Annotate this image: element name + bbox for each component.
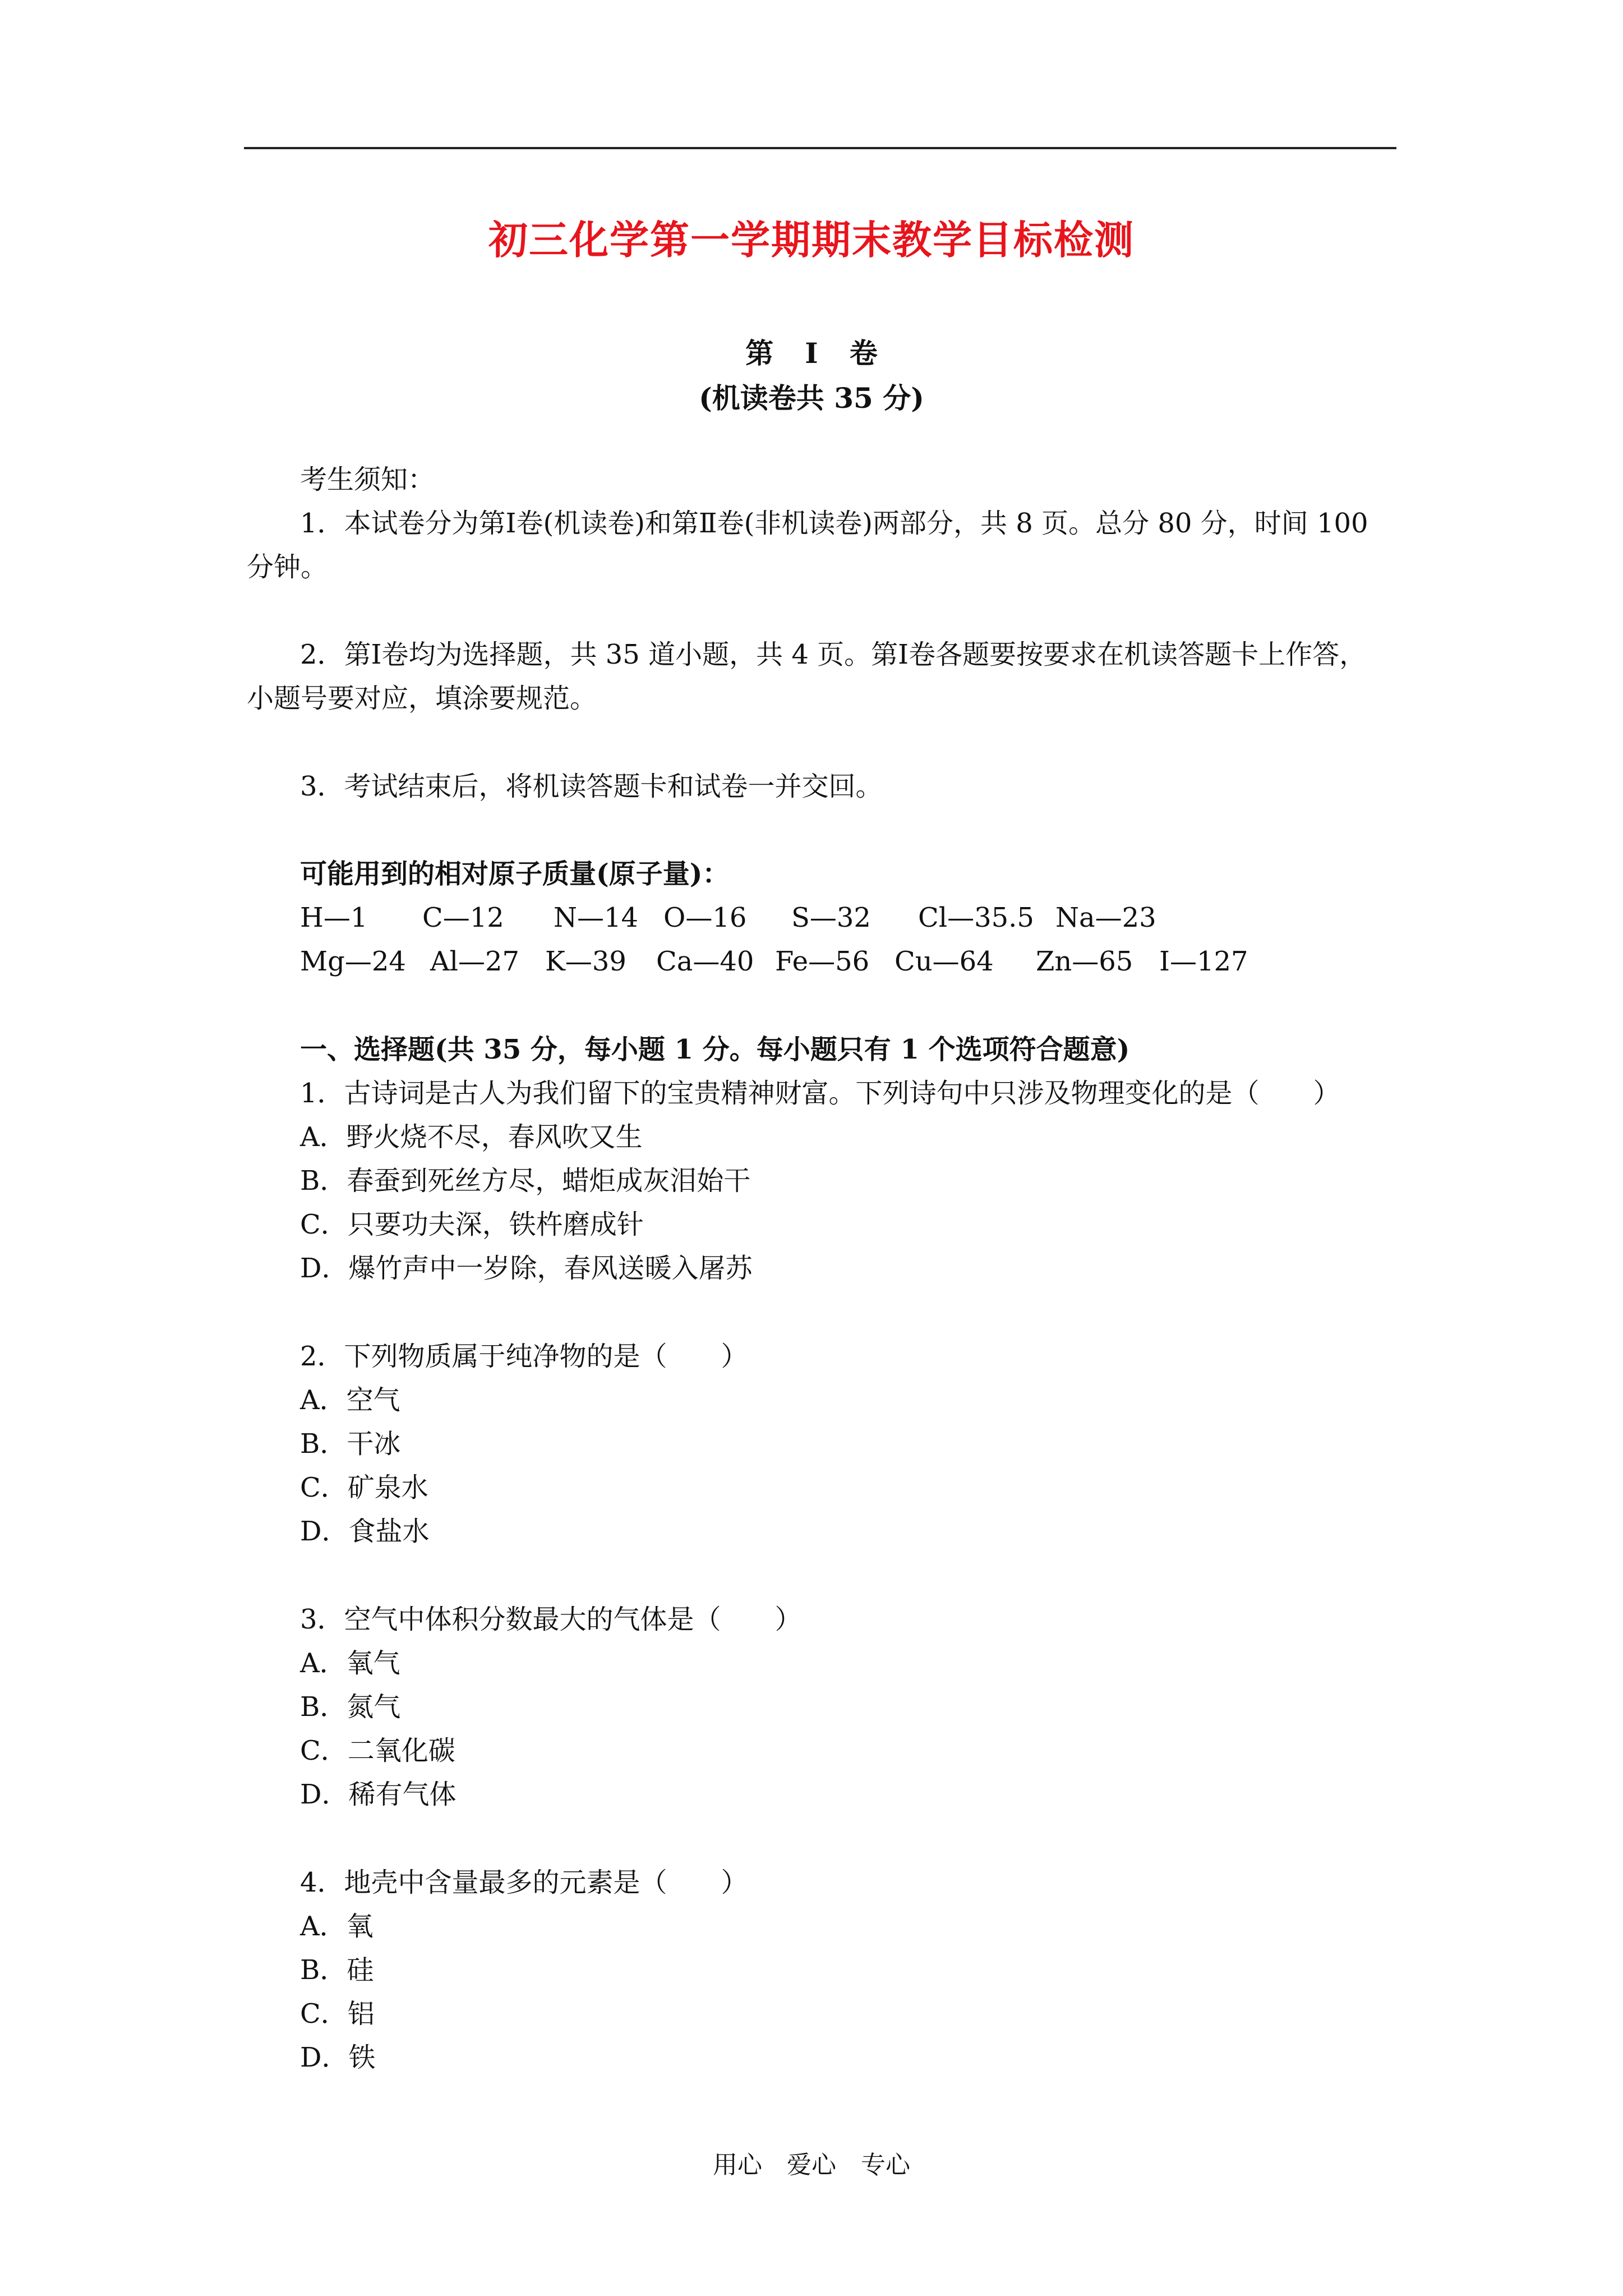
question-2-option-b: B．干冰 — [300, 1428, 401, 1460]
mass-c: C—12 — [422, 902, 504, 933]
mass-ca: Ca—40 — [656, 946, 754, 977]
mass-al: Al—27 — [430, 946, 520, 977]
question-3-option-b: B．氮气 — [300, 1691, 401, 1723]
notice-item-3: 3．考试结束后，将机读答题卡和试卷一并交回。 — [300, 771, 883, 802]
section-heading: 一、选择题(共 35 分，每小题 1 分。每小题只有 1 个选项符合题意) — [300, 1034, 1130, 1065]
notice-item-1-line1: 1．本试卷分为第Ⅰ卷(机读卷)和第Ⅱ卷(非机读卷)两部分，共 8 页。总分 80 分，时间 100 — [300, 508, 1368, 539]
notice-heading: 考生须知： — [300, 464, 435, 495]
mass-cu: Cu—64 — [895, 946, 994, 977]
question-2-option-c: C．矿泉水 — [300, 1472, 428, 1503]
question-3-option-d: D．稀有气体 — [300, 1779, 457, 1810]
mass-fe: Fe—56 — [775, 946, 870, 977]
header-rule — [244, 147, 1396, 149]
volume-label-left: 第 — [745, 337, 774, 370]
volume-subtitle: (机读卷共 35 分) — [699, 381, 924, 415]
question-4-option-c: C．铝 — [300, 1998, 375, 2030]
page-footer — [0, 2146, 1623, 2185]
atomic-mass-heading: 可能用到的相对原子质量(原子量)： — [300, 858, 730, 890]
mass-mg: Mg—24 — [300, 946, 406, 977]
volume-heading — [0, 331, 1623, 376]
question-1-option-c: C．只要功夫深，铁杵磨成针 — [300, 1209, 644, 1240]
question-2-option-a: A．空气 — [300, 1384, 400, 1416]
question-1-option-b: B．春蚕到死丝方尽，蜡炬成灰泪始干 — [300, 1165, 751, 1197]
question-1-stem: 1．古诗词是古人为我们留下的宝贵精神财富。下列诗句中只涉及物理变化的是（ ） — [300, 1078, 1340, 1109]
mass-i: I—127 — [1159, 946, 1248, 977]
notice-item-2-line1: 2．第Ⅰ卷均为选择题，共 35 道小题，共 4 页。第Ⅰ卷各题要按要求在机读答题卡上作答， — [300, 639, 1367, 670]
mass-k: K—39 — [545, 946, 626, 977]
notice-item-2-line2: 小题号要对应，填涂要规范。 — [247, 683, 597, 714]
question-3-option-c: C．二氧化碳 — [300, 1735, 455, 1766]
exam-title: 初三化学第一学期期末教学目标检测 — [488, 217, 1135, 263]
question-2-stem: 2．下列物质属于纯净物的是（ ） — [300, 1341, 748, 1372]
volume-label-mid: Ⅰ — [805, 337, 818, 370]
mass-o: O—16 — [663, 902, 747, 933]
footer-word-3: 专心 — [861, 2151, 910, 2179]
mass-zn: Zn—65 — [1036, 946, 1133, 977]
question-1-option-a: A．野火烧不尽，春风吹又生 — [300, 1121, 643, 1153]
footer-word-2: 爱心 — [787, 2151, 836, 2179]
mass-n: N—14 — [554, 902, 639, 933]
footer-word-1: 用心 — [713, 2151, 762, 2179]
question-4-stem: 4．地壳中含量最多的元素是（ ） — [300, 1867, 748, 1898]
question-3-stem: 3．空气中体积分数最大的气体是（ ） — [300, 1604, 802, 1635]
notice-item-1-line2: 分钟。 — [247, 551, 328, 583]
mass-na: Na—23 — [1055, 902, 1156, 933]
mass-h: H—1 — [300, 902, 368, 933]
question-4-option-b: B．硅 — [300, 1954, 374, 1986]
question-4-option-a: A．氧 — [300, 1911, 374, 1942]
mass-cl: Cl—35.5 — [918, 902, 1034, 933]
question-3-option-a: A．氧气 — [300, 1648, 400, 1679]
question-4-option-d: D．铁 — [300, 2042, 376, 2073]
question-1-option-d: D．爆竹声中一岁除，春风送暖入屠苏 — [300, 1253, 753, 1284]
volume-label-right: 卷 — [849, 337, 878, 370]
mass-s: S—32 — [791, 902, 871, 933]
question-2-option-d: D．食盐水 — [300, 1516, 430, 1547]
